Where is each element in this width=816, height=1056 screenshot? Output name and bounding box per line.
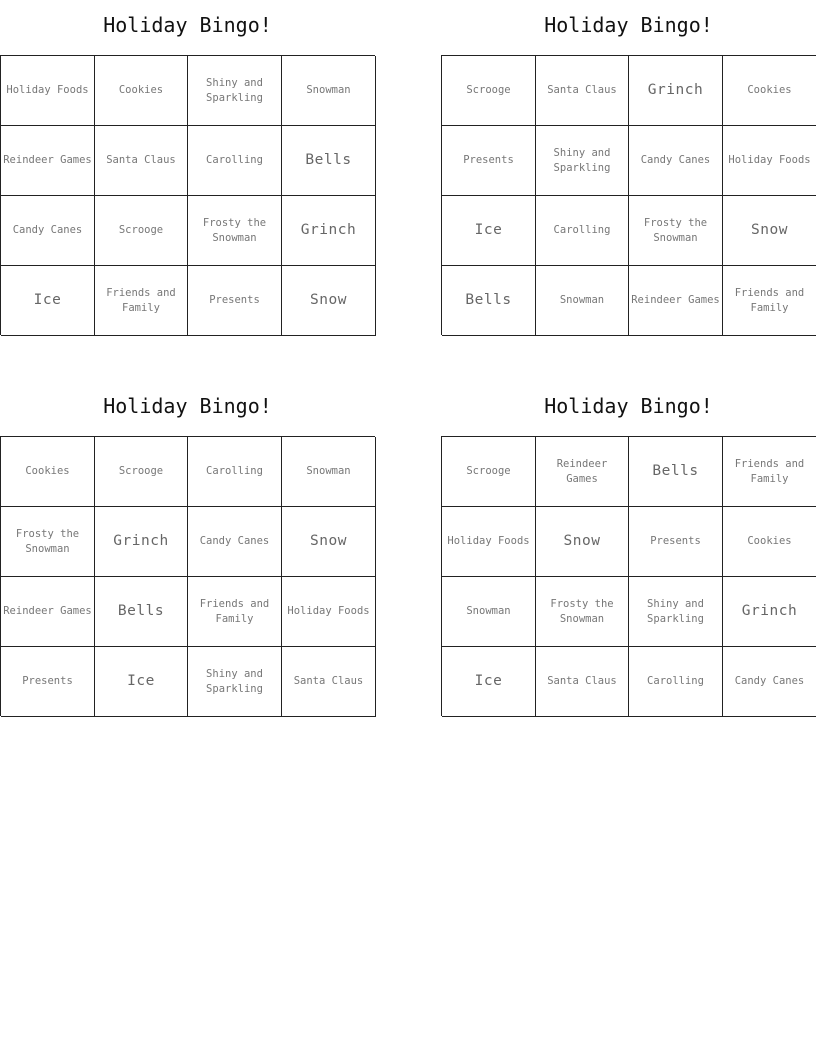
bingo-cell: Snowman	[536, 266, 629, 336]
bingo-cell: Santa Claus	[536, 647, 629, 717]
bingo-cell: Bells	[629, 437, 723, 507]
bingo-cell: Ice	[95, 647, 188, 717]
bingo-cell: Carolling	[536, 196, 629, 266]
bingo-cell: Grinch	[723, 577, 816, 647]
bingo-cell: Scrooge	[442, 437, 536, 507]
bingo-cell: Cookies	[723, 56, 816, 126]
bingo-cell: Grinch	[282, 196, 376, 266]
bingo-cell: Presents	[1, 647, 95, 717]
bingo-cell: Snow	[282, 507, 376, 577]
bingo-cell: Reindeer Games	[1, 577, 95, 647]
bingo-cell: Candy Canes	[629, 126, 723, 196]
bingo-cell: Snowman	[282, 437, 376, 507]
bingo-cell: Snowman	[442, 577, 536, 647]
bingo-cell: Cookies	[1, 437, 95, 507]
bingo-cell: Santa Claus	[282, 647, 376, 717]
bingo-cell: Ice	[442, 196, 536, 266]
bingo-cell: Santa Claus	[95, 126, 188, 196]
bingo-cell: Shiny and Sparkling	[188, 647, 282, 717]
bingo-cell: Cookies	[723, 507, 816, 577]
bingo-cell: Carolling	[188, 126, 282, 196]
bingo-cell: Snow	[282, 266, 376, 336]
bingo-cell: Carolling	[629, 647, 723, 717]
bingo-cell: Snow	[723, 196, 816, 266]
bingo-cell: Friends and Family	[723, 437, 816, 507]
bingo-cell: Ice	[1, 266, 95, 336]
bingo-cell: Holiday Foods	[442, 507, 536, 577]
bingo-cell: Grinch	[95, 507, 188, 577]
bingo-grid	[0, 436, 375, 716]
bingo-cell: Bells	[282, 126, 376, 196]
bingo-cell: Friends and Family	[95, 266, 188, 336]
bingo-cell: Shiny and Sparkling	[629, 577, 723, 647]
card-title: Holiday Bingo!	[103, 13, 272, 37]
bingo-cell: Shiny and Sparkling	[536, 126, 629, 196]
bingo-cell: Shiny and Sparkling	[188, 56, 282, 126]
bingo-cell: Holiday Foods	[1, 56, 95, 126]
bingo-cell: Frosty the Snowman	[188, 196, 282, 266]
bingo-cell: Friends and Family	[188, 577, 282, 647]
bingo-cell: Scrooge	[95, 196, 188, 266]
bingo-cell: Holiday Foods	[282, 577, 376, 647]
bingo-cell: Candy Canes	[1, 196, 95, 266]
card-title: Holiday Bingo!	[544, 13, 713, 37]
bingo-cell: Ice	[442, 647, 536, 717]
bingo-cell: Scrooge	[95, 437, 188, 507]
bingo-cell: Bells	[95, 577, 188, 647]
bingo-cell: Frosty the Snowman	[629, 196, 723, 266]
bingo-grid	[441, 55, 816, 335]
bingo-cell: Holiday Foods	[723, 126, 816, 196]
bingo-cell: Candy Canes	[723, 647, 816, 717]
bingo-cell: Carolling	[188, 437, 282, 507]
card-title: Holiday Bingo!	[103, 394, 272, 418]
bingo-grid	[441, 436, 816, 716]
bingo-cell: Presents	[188, 266, 282, 336]
bingo-cell: Friends and Family	[723, 266, 816, 336]
bingo-cell: Frosty the Snowman	[536, 577, 629, 647]
bingo-cell: Reindeer Games	[1, 126, 95, 196]
bingo-cell: Grinch	[629, 56, 723, 126]
card-title: Holiday Bingo!	[544, 394, 713, 418]
bingo-cell: Snowman	[282, 56, 376, 126]
bingo-grid	[0, 55, 375, 335]
bingo-cell: Snow	[536, 507, 629, 577]
bingo-cell: Presents	[442, 126, 536, 196]
bingo-cell: Frosty the Snowman	[1, 507, 95, 577]
bingo-cell: Scrooge	[442, 56, 536, 126]
bingo-cell: Bells	[442, 266, 536, 336]
bingo-cell: Presents	[629, 507, 723, 577]
bingo-cell: Cookies	[95, 56, 188, 126]
bingo-cell: Reindeer Games	[629, 266, 723, 336]
bingo-cell: Candy Canes	[188, 507, 282, 577]
bingo-cell: Santa Claus	[536, 56, 629, 126]
bingo-cell: Reindeer Games	[536, 437, 629, 507]
